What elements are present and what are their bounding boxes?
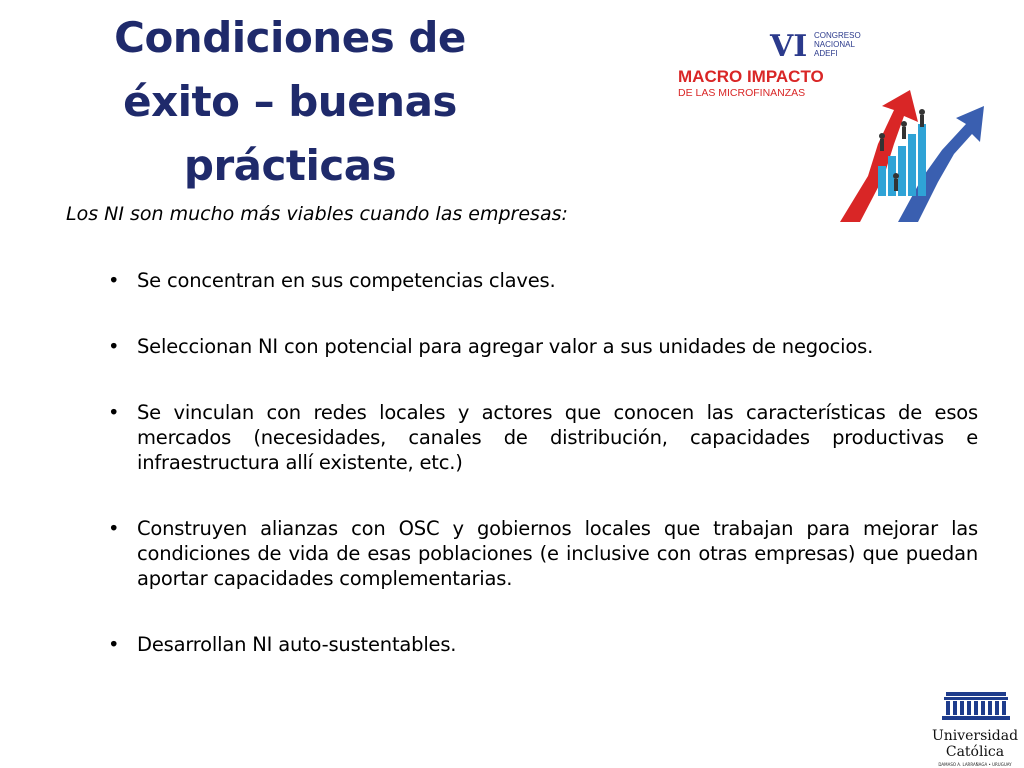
slide-title (100, 6, 480, 198)
list-item (108, 268, 978, 293)
title-line: éxito – buenas (123, 77, 457, 126)
bullet-text: Se vinculan con redes locales y actores que conocen las características de esos mercados (necesidades, canales de distribución, capacidades productivas e infraestructura allí existente, etc.) (137, 401, 978, 474)
uc-name (926, 728, 1024, 760)
uc-name-line: Católica (945, 744, 1005, 760)
title-line: Condiciones de (114, 13, 466, 62)
list-item (108, 632, 978, 657)
bullet-text: Desarrollan NI auto-sustentables. (137, 633, 457, 656)
bullet-icon: • (108, 335, 120, 358)
bullet-list (108, 268, 978, 698)
bullet-icon: • (108, 401, 120, 424)
list-item (108, 334, 978, 359)
bullet-text: Seleccionan NI con potencial para agregar valor a sus unidades de negocios. (137, 335, 874, 358)
congreso-line: ADEFI (814, 49, 838, 58)
congreso-logo (672, 26, 990, 226)
list-item (108, 400, 978, 475)
title-line: prácticas (183, 141, 397, 190)
congreso-line: CONGRESO (814, 31, 861, 40)
building-icon (926, 690, 1024, 726)
congreso-line: NACIONAL (814, 40, 855, 49)
congreso-headline: MACRO IMPACTO (678, 67, 824, 86)
bullet-text: Se concentran en sus competencias claves. (137, 269, 556, 292)
intro-text: Los NI son mucho más viables cuando las empresas: (66, 203, 568, 225)
red-arrow-icon (840, 90, 918, 222)
universidad-catolica-logo (926, 690, 1024, 768)
congreso-subline: DE LAS MICROFINANZAS (678, 87, 806, 99)
uc-tagline: DAMASO A. LARRAÑAGA • URUGUAY (938, 762, 1012, 767)
list-item (108, 516, 978, 591)
bullet-icon: • (108, 517, 120, 540)
congreso-numeral: VI (770, 29, 808, 64)
uc-name-line: Universidad (931, 728, 1019, 744)
bullet-icon: • (108, 269, 120, 292)
bullet-text: Construyen alianzas con OSC y gobiernos locales que trabajan para mejorar las condiciones de vida de esas poblaciones (e inclusive con otras empresas) que puedan aportar capacidades complementarias. (137, 517, 978, 590)
bullet-icon: • (108, 633, 120, 656)
